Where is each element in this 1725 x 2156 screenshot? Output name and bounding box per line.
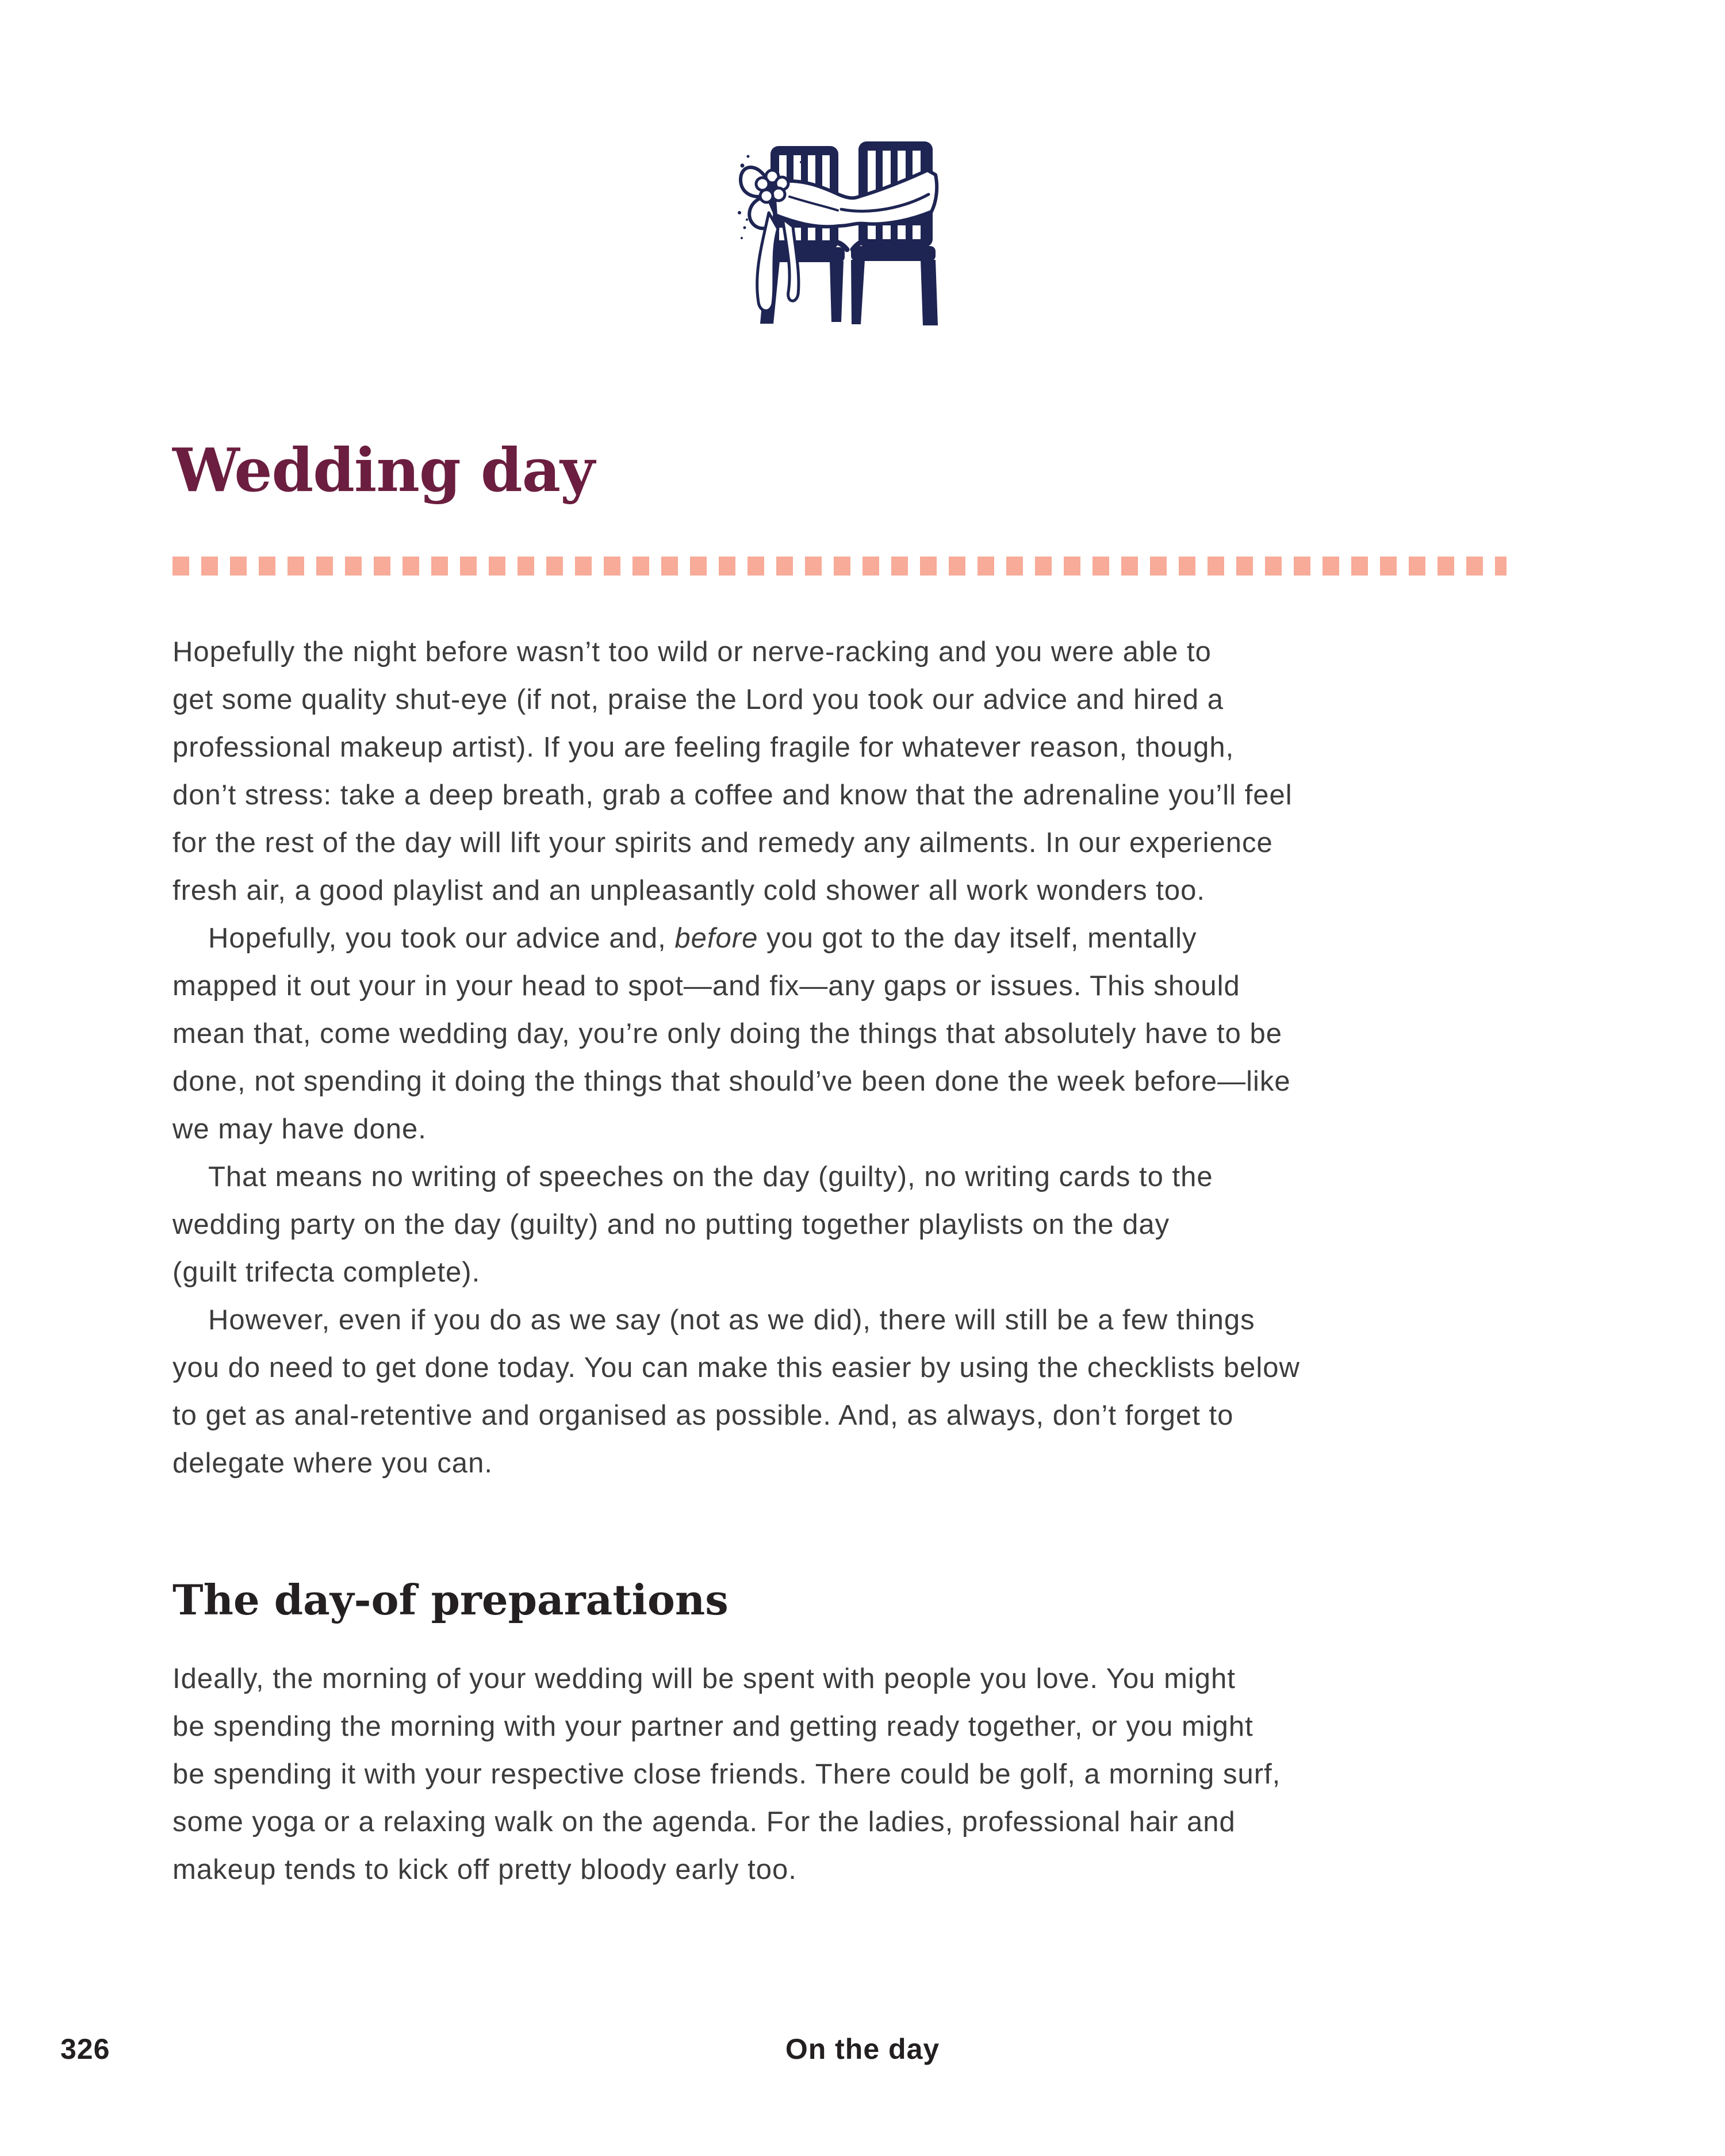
text-line: done, not spending it doing the things that should’ve been done the week before—like xyxy=(172,1066,1291,1097)
text-line: mean that, come wedding day, you’re only doing the things that absolutely have to be xyxy=(172,1018,1282,1049)
paragraph xyxy=(172,915,1541,1153)
text-line: fresh air, a good playlist and an unpleasantly cold shower all work wonders too. xyxy=(172,875,1205,906)
dotted-separator xyxy=(172,557,1506,576)
two-chairs-tied-with-sash-icon xyxy=(738,141,942,328)
running-title: On the day xyxy=(785,2033,940,2065)
text-line: That means no writing of speeches on the day (guilty), no writing cards to the xyxy=(208,1161,1213,1192)
text-line: be spending the morning with your partner and getting ready together, or you might xyxy=(172,1711,1254,1742)
right-chair-shape xyxy=(851,141,938,325)
text-line: wedding party on the day (guilty) and no putting together playlists on the day xyxy=(172,1209,1170,1240)
text-line: Hopefully the night before wasn’t too wild or nerve-racking and you were able to xyxy=(172,636,1212,667)
text-line: professional makeup artist). If you are feeling fragile for whatever reason, though, xyxy=(172,732,1235,763)
text-line: to get as anal-retentive and organised as possible. And, as always, don’t forget to xyxy=(172,1400,1234,1431)
text-line: we may have done. xyxy=(172,1114,427,1145)
intro-text-block xyxy=(172,628,1541,1487)
text-line: don’t stress: take a deep breath, grab a coffee and know that the adrenaline you’ll feel xyxy=(172,780,1293,811)
text-line: you do need to get done today. You can make this easier by using the checklists below xyxy=(172,1352,1300,1383)
text-line: Ideally, the morning of your wedding will be spent with people you love. You might xyxy=(172,1663,1236,1694)
paragraph xyxy=(172,628,1541,915)
section-heading: The day-of preparations xyxy=(172,1575,729,1624)
paragraph xyxy=(172,1655,1541,1894)
text-line: be spending it with your respective close friends. There could be golf, a morning surf, xyxy=(172,1759,1281,1790)
text-line: (guilt trifecta complete). xyxy=(172,1257,481,1288)
paragraph xyxy=(172,1153,1541,1296)
text-line: some yoga or a relaxing walk on the agenda. For the ladies, professional hair and xyxy=(172,1806,1236,1837)
text-line: However, even if you do as we say (not as we did), there will still be a few things xyxy=(208,1305,1255,1336)
paragraph xyxy=(172,1296,1541,1487)
text-line: makeup tends to kick off pretty bloody early too. xyxy=(172,1854,797,1885)
text-line: Hopefully, you took our advice and, before you got to the day itself, mentally xyxy=(208,923,1197,954)
text-line: for the rest of the day will lift your spirits and remedy any ailments. In our experience xyxy=(172,827,1273,858)
page-number: 326 xyxy=(60,2033,110,2065)
subsection-text-block xyxy=(172,1655,1541,1894)
text-line: delegate where you can. xyxy=(172,1448,493,1479)
page-title: Wedding day xyxy=(172,435,595,505)
text-line: mapped it out your in your head to spot—and fix—any gaps or issues. This should xyxy=(172,970,1240,1002)
chairs-sash-illustration xyxy=(738,141,942,328)
text-line: get some quality shut-eye (if not, praise the Lord you took our advice and hired a xyxy=(172,684,1224,715)
